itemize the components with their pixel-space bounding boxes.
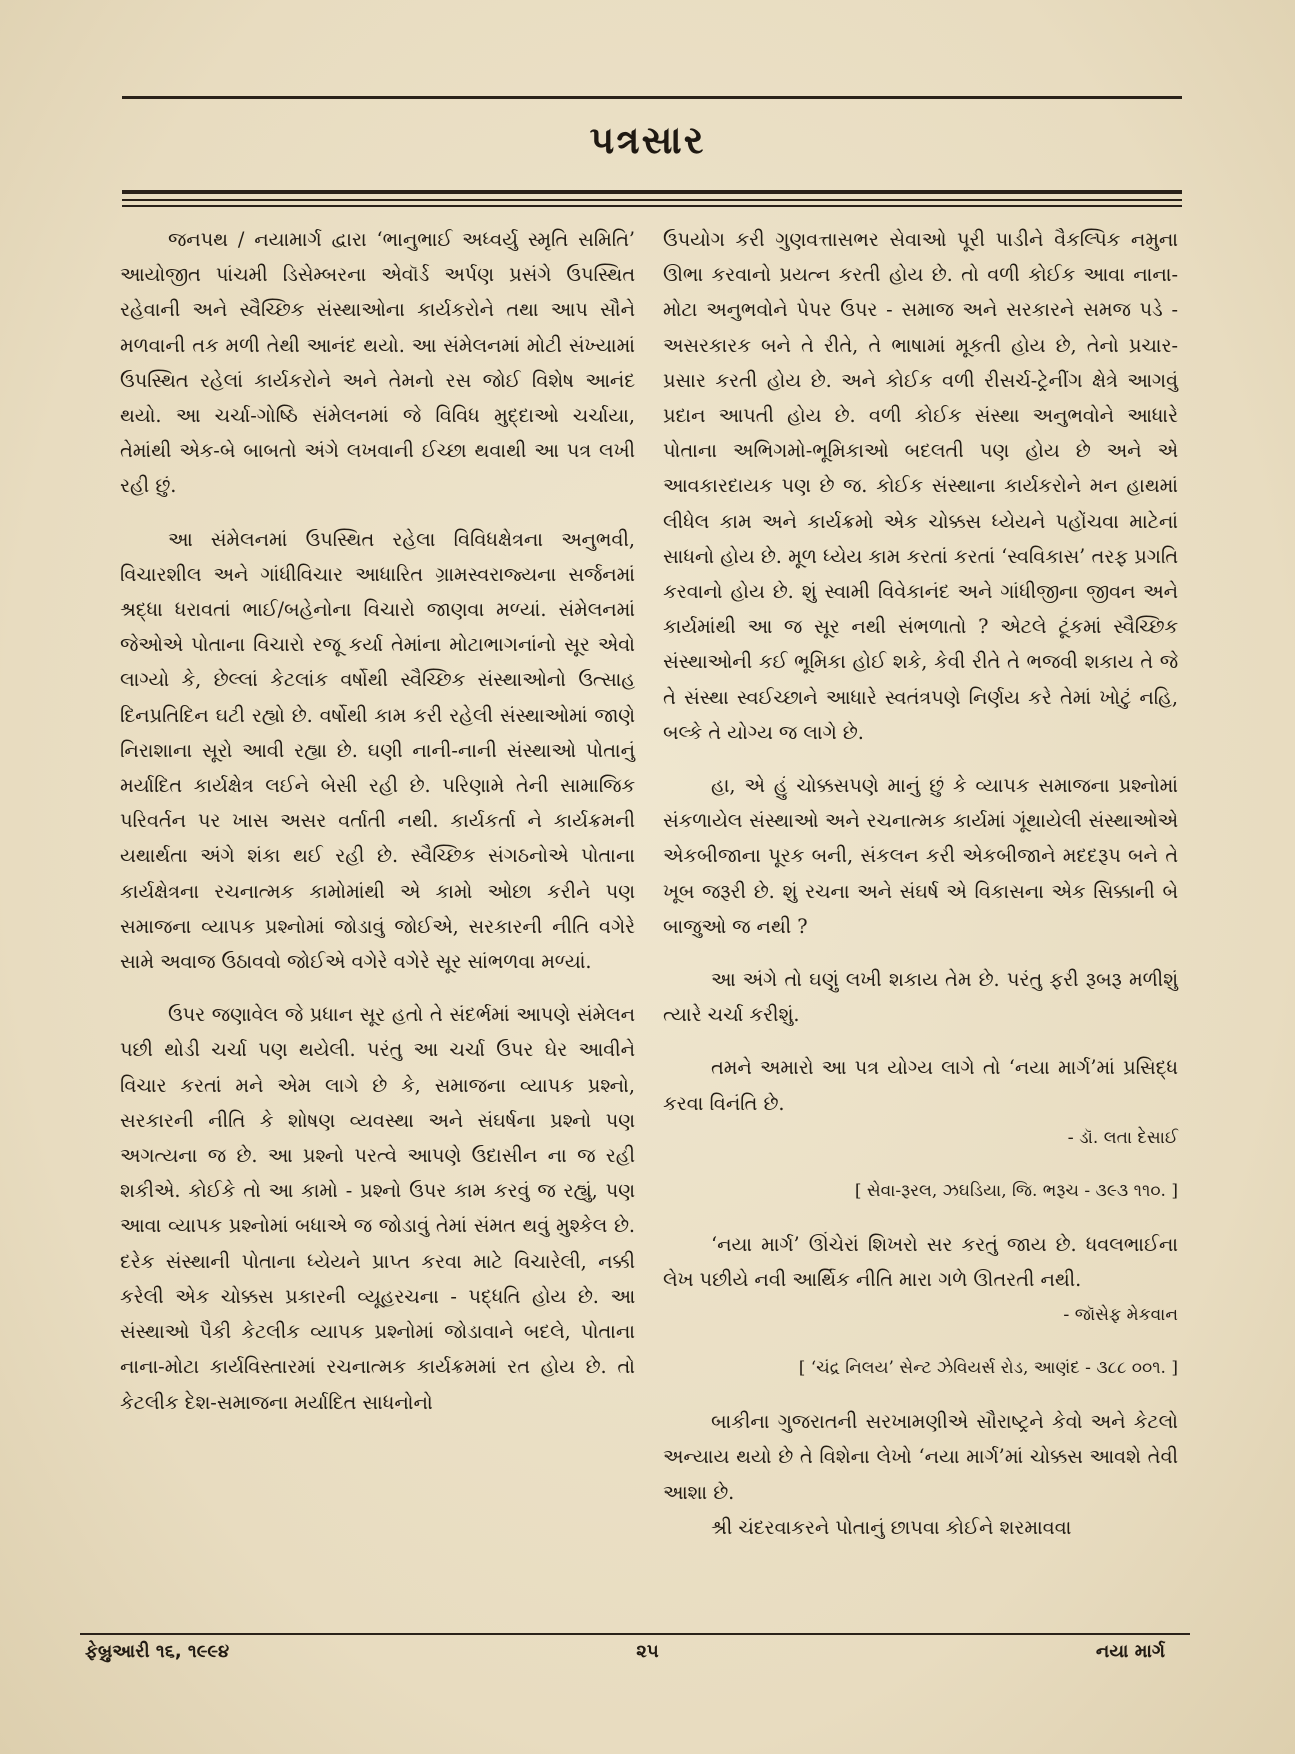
left-paragraph-1: જનપથ / નયામાર્ગ દ્વારા ‘ભાનુભાઈ અધ્વર્યુ સ્મૃતિ સમિતિ’ આયોજીત પાંચમી ડિસેમ્બરના એવૉર્ડ અર્પણ પ્રસંગે ઉપસ્થિત રહેવાની અને સ્વૈચ્છિક સંસ્થાઓના કાર્યકરોને તથા આપ સૌને મળવાની તક મળી તેથી આનંદ થયો. આ સંમેલનમાં મોટી સંખ્યામાં ઉપસ્થિત રહેલાં કાર્યકરોને અને તેમનો રસ જોઈ વિશેષ આનંદ થયો. આ ચર્ચા-ગોષ્ઠિ સંમેલનમાં જે વિવિધ મુદ્દાઓ ચર્ચાયા, તેમાંથી એક-બે બાબતો અંગે લખવાની ઈચ્છા થવાથી આ પત્ર લખી રહી છું. bbox=[120, 228, 635, 498]
address-chandra-nilay: [ ‘ચંદ્ર નિલય’ સેન્ટ ઝેવિયર્સ રોડ, આણંદ - ૩૮૮ ૦૦૧. ] bbox=[798, 1357, 1178, 1378]
title-rule-thick bbox=[122, 190, 1182, 194]
right-column bbox=[663, 222, 1178, 1545]
right-paragraph-1: ઉપયોગ કરી ગુણવત્તાસભર સેવાઓ પૂરી પાડીને વૈકલ્પિક નમુના ઊભા કરવાનો પ્રયત્ન કરતી હોય છે. તો વળી કોઈક આવા નાના-મોટા અનુભવોને પેપર ઉપર - સમાજ અને સરકારને સમજ પડે - અસરકારક બને તે રીતે, તે ભાષામાં મૂકતી હોય છે, તેનો પ્રચાર-પ્રસાર કરતી હોય છે. અને કોઈક વળી રીસર્ચ-ટ્રેનીંગ ક્ષેત્રે આગવું પ્રદાન આપતી હોય છે. વળી કોઈક સંસ્થા અનુભવોને આધારે પોતાના અભિગમો-ભૂમિકાઓ બદલતી પણ હોય છે અને એ આવકારદાયક પણ છે જ. કોઈક સંસ્થાના કાર્યકરોને મન હાથમાં લીધેલ કામ અને કાર્યક્રમો એક ચોક્કસ ધ્યેયને પહોંચવા માટેનાં સાધનો હોય છે. મૂળ ધ્યેય કામ કરતાં કરતાં ‘સ્વવિકાસ’ તરફ પ્રગતિ કરવાનો હોય છે. શું સ્વામી વિવેકાનંદ અને ગાંધીજીના જીવન અને કાર્યમાંથી આ જ સૂર નથી સંભળાતો ? એટલે ટૂંકમાં સ્વૈચ્છિક સંસ્થાઓની કઈ ભૂમિકા હોઈ શકે, કેવી રીતે તે ભજવી શકાય તે જે તે સંસ્થા સ્વઈચ્છાને આધારે સ્વતંત્રપણે નિર્ણય કરે તેમાં ખોટું નહિ, બલ્કે તે યોગ્ય જ લાગે છે. bbox=[663, 228, 1178, 744]
left-paragraph-2: આ સંમેલનમાં ઉપસ્થિત રહેલા વિવિધક્ષેત્રના અનુભવી, વિચારશીલ અને ગાંધીવિચાર આધારિત ગ્રામસ્વરાજ્યના સર્જનમાં શ્રદ્ધા ધરાવતાં ભાઈ/બહેનોના વિચારો જાણવા મળ્યાં. સંમેલનમાં જેઓએ પોતાના વિચારો રજૂ કર્યા તેમાંના મોટાભાગનાંનો સૂર એવો લાગ્યો કે, છેલ્લાં કેટલાંક વર્ષોથી સ્વૈચ્છિક સંસ્થાઓનો ઉત્સાહ દિનપ્રતિદિન ઘટી રહ્યો છે. વર્ષોથી કામ કરી રહેલી સંસ્થાઓમાં જાણે નિરાશાના સૂરો આવી રહ્યા છે. ઘણી નાની-નાની સંસ્થાઓ પોતાનું મર્યાદિત કાર્યક્ષેત્ર લઈને બેસી રહી છે. પરિણામે તેની સામાજિક પરિવર્તન પર ખાસ અસર વર્તાતી નથી. કાર્યકર્તા ને કાર્યક્રમની યથાર્થતા અંગે શંકા થઈ રહી છે. સ્વૈચ્છિક સંગઠનોએ પોતાના કાર્યક્ષેત્રના રચનાત્મક કામોમાંથી એ કામો ઓછા કરીને પણ સમાજના વ્યાપક પ્રશ્નોમાં જોડાવું જોઈએ, સરકારની નીતિ વગેરે સામે અવાજ ઉઠાવવો જોઈએ વગેરે વગેરે સૂર સાંભળવા મળ્યાં. bbox=[120, 527, 635, 974]
left-paragraph-3: ઉપર જણાવેલ જે પ્રધાન સૂર હતો તે સંદર્ભમાં આપણે સંમેલન પછી થોડી ચર્ચા પણ થયેલી. પરંતુ આ ચર્ચા ઉપર ઘેર આવીને વિચાર કરતાં મને એમ લાગે છે કે, સમાજના વ્યાપક પ્રશ્નો, સરકારની નીતિ કે શોષણ વ્યવસ્થા અને સંઘર્ષના પ્રશ્નો પણ અગત્યના જ છે. આ પ્રશ્નો પરત્વે આપણે ઉદાસીન ના જ રહી શકીએ. કોઈકે તો આ કામો - પ્રશ્નો ઉપર કામ કરવું જ રહ્યું, પણ આવા વ્યાપક પ્રશ્નોમાં બધાએ જ જોડાવું તેમાં સંમત થવું મુશ્કેલ છે. દરેક સંસ્થાની પોતાના ધ્યેયને પ્રાપ્ત કરવા માટે વિચારેલી, નક્કી કરેલી એક ચોક્કસ પ્રકારની વ્યૂહરચના - પદ્ધતિ હોય છે. આ સંસ્થાઓ પૈકી કેટલીક વ્યાપક પ્રશ્નોમાં જોડાવાને બદલે, પોતાના નાના-મોટા કાર્યવિસ્તારમાં રચનાત્મક કાર્યક્રમમાં રત હોય છે. તો કેટલીક દેશ-સમાજના મર્યાદિત સાધનોનો bbox=[120, 1003, 635, 1414]
footer-publication: નયા માર્ગ bbox=[1095, 1641, 1165, 1662]
footer-date: ફેબ્રુઆરી ૧૬, ૧૯૯૪ bbox=[85, 1641, 230, 1662]
letter-4-start: શ્રી ચંદરવાકરને પોતાનું છાપવા કોઈને શરમાવવા bbox=[711, 1515, 1072, 1539]
footer-rule bbox=[80, 1633, 1190, 1635]
title-rule-thin-2 bbox=[122, 205, 1182, 207]
title-rule-thin-1 bbox=[122, 199, 1182, 201]
signature-joseph-macwan: - જૉસેફ મેકવાન bbox=[1063, 1304, 1178, 1325]
column-gutter bbox=[641, 222, 642, 1632]
right-paragraph-4: તમને અમારો આ પત્ર યોગ્ય લાગે તો ‘નયા માર્ગ’માં પ્રસિદ્ધ કરવા વિનંતિ છે. bbox=[663, 1056, 1178, 1115]
signature-lata-desai: - ડૉ. લતા દેસાઈ bbox=[1067, 1127, 1178, 1148]
page-title: પત્રસાર bbox=[589, 118, 706, 162]
right-paragraph-2: હા, એ હું ચોક્કસપણે માનું છું કે વ્યાપક સમાજના પ્રશ્નોમાં સંકળાયેલ સંસ્થાઓ અને રચનાત્મક કાર્યમાં ગૂંથાયેલી સંસ્થાઓએ એકબીજાના પૂરક બની, સંકલન કરી એકબીજાને મદદરૂપ બને તે ખૂબ જરૂરી છે. શું રચના અને સંઘર્ષ એ વિકાસના એક સિક્કાની બે બાજુઓ જ નથી ? bbox=[663, 774, 1178, 938]
right-paragraph-3: આ અંગે તો ઘણું લખી શકાય તેમ છે. પરંતુ ફરી રૂબરૂ મળીશું ત્યારે ચર્ચા કરીશું. bbox=[663, 968, 1178, 1027]
footer-page-number: ૨૫ bbox=[636, 1641, 659, 1662]
left-column bbox=[120, 222, 635, 1420]
address-seva-rural: [ સેવા-રૂરલ, ઝઘડિયા, જિ. ભરૂચ - ૩૯૩ ૧૧૦. ] bbox=[854, 1181, 1178, 1202]
top-rule bbox=[122, 96, 1182, 99]
letter-3-body: બાકીના ગુજરાતની સરખામણીએ સૌરાષ્ટ્રને કેવો અને કેટલો અન્યાય થયો છે તે વિશેના લેખો ‘નયા માર્ગ’માં ચોક્કસ આવશે તેવી આશા છે. bbox=[663, 1410, 1178, 1504]
letter-2-body: ‘નયા માર્ગ’ ઊંચેરાં શિખરો સર કરતું જાય છે. ધવલભાઈના લેખ પછીયે નવી આર્થિક નીતિ મારા ગળે ઊતરતી નથી. bbox=[663, 1233, 1178, 1292]
